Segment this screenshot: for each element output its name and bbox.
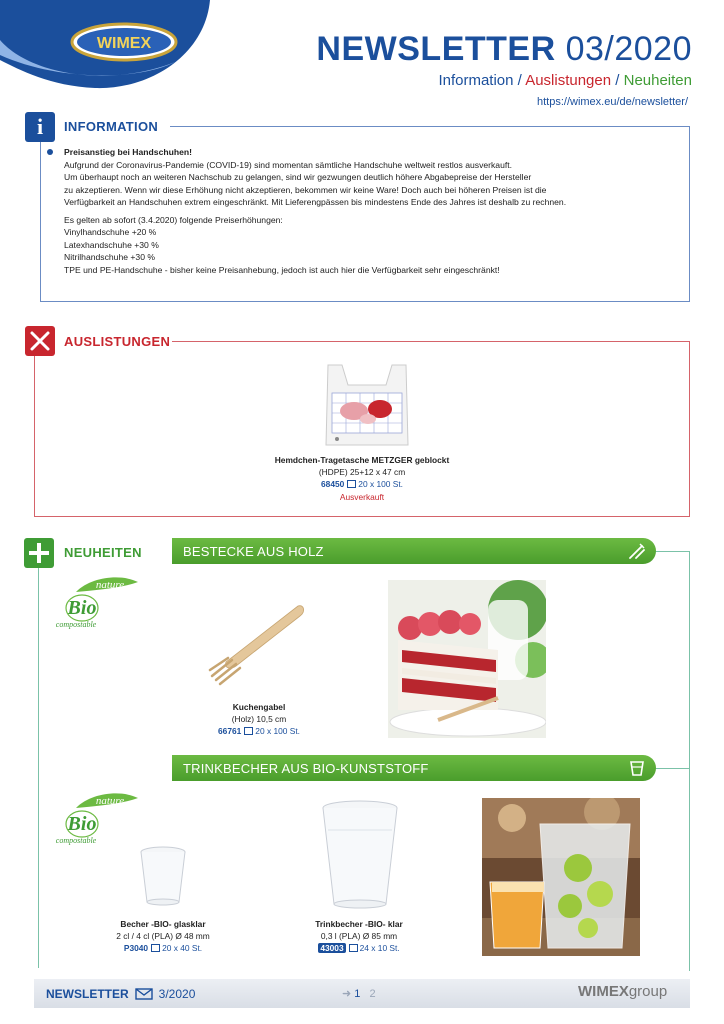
cutlery-icon <box>628 542 646 560</box>
close-icon <box>25 326 55 356</box>
info-line: Nitrilhandschuhe +30 % <box>64 252 156 262</box>
arrow-right-icon: ➜ <box>342 988 352 1000</box>
bullet-icon <box>47 149 53 155</box>
package-icon <box>349 944 358 952</box>
badge-compostable: compostable <box>55 620 97 629</box>
cup-icon <box>628 759 646 777</box>
product-desc: 0,3 l (PLA) Ø 85 mm <box>320 931 398 941</box>
package-icon <box>347 480 356 488</box>
trinkbecher-title: TRINKBECHER AUS BIO-KUNSTSTOFF <box>183 760 429 776</box>
bio-badge <box>52 574 142 630</box>
information-text <box>64 146 674 276</box>
bio-badge <box>52 790 142 846</box>
bestecke-title: BESTECKE AUS HOLZ <box>183 543 324 559</box>
badge-nature: nature <box>95 795 125 807</box>
footer-label: NEWSLETTER <box>46 986 129 1001</box>
neuheiten-connector <box>654 768 690 769</box>
neuheiten-right-line <box>689 551 690 971</box>
subtitle-information: Information <box>438 72 514 89</box>
information-title: INFORMATION <box>64 119 159 134</box>
product-code <box>184 726 334 736</box>
title-issue: 03/2020 <box>565 30 692 68</box>
product-name: Hemdchen-Tragetasche METZGER geblockt <box>274 455 450 465</box>
newsletter-url-link[interactable]: https://wimex.eu/de/newsletter/ <box>536 96 688 108</box>
badge-bio: Bio <box>67 597 97 619</box>
trinkbecher-bar <box>172 755 656 781</box>
product-code <box>88 943 238 953</box>
product-desc: (HDPE) 25+12 x 47 cm <box>318 467 406 477</box>
page-next[interactable]: 2 <box>369 988 376 1000</box>
fork-image <box>206 600 306 690</box>
pagination <box>342 987 376 1000</box>
product-name: Becher -BIO- glasklar <box>120 919 206 929</box>
brand-suffix: group <box>628 983 668 1000</box>
footer-issue: 3/2020 <box>158 986 196 1001</box>
subtitle-sep: / <box>513 72 526 89</box>
subtitle-sep: / <box>611 72 624 89</box>
newsletter-subtitle <box>438 72 692 89</box>
badge-compostable: compostable <box>55 836 97 845</box>
info-line: Verfügbarkeit an Handschuhen extrem eingeschränkt. Mit Lieferengpässen bis mindestens Ende des Jahres ist deshalb zu rechnen. <box>64 197 567 207</box>
package-icon <box>151 944 160 952</box>
neuheiten-left-line <box>38 568 39 968</box>
article-number: 43003 <box>320 943 344 953</box>
subtitle-auslistungen: Auslistungen <box>525 72 612 89</box>
pack-size: 20 x 100 St. <box>255 726 300 736</box>
info-line: Vinylhandschuhe +20 % <box>64 227 157 237</box>
info-line: Latexhandschuhe +30 % <box>64 239 159 250</box>
product-code <box>212 479 512 489</box>
info-line: zu akzeptieren. Wenn wir diese Erhöhung nicht akzeptieren, bekommen wir keine Ware! Doch auch bei höheren Preisen ist die <box>64 184 547 195</box>
status-badge: Ausverkauft <box>339 492 385 502</box>
logo-text: WIMEX <box>96 35 152 52</box>
info-headline: Preisanstieg bei Handschuhen! <box>64 147 192 157</box>
small-cup-image <box>138 846 188 906</box>
drinking-cup-image <box>320 800 400 910</box>
bestecke-bar <box>172 538 656 564</box>
info-line: Um überhaupt noch an weiteren Nachschub zu gelangen, sind wir gezwungen deutlich höhere Abgabepreise der Hersteller <box>64 172 532 182</box>
article-number: 66761 <box>218 726 242 736</box>
pack-size: 24 x 10 St. <box>359 943 400 953</box>
product-code <box>284 943 434 953</box>
title-word: NEWSLETTER <box>316 30 556 68</box>
badge-bio: Bio <box>67 813 97 835</box>
info-line: Aufgrund der Coronavirus-Pandemie (COVID-19) sind momentan sämtliche Handschuhe weltweit restlos ausverkauft. <box>64 159 513 170</box>
newsletter-title <box>316 30 692 69</box>
neuheiten-title: NEUHEITEN <box>64 545 142 560</box>
wimex-logo <box>0 0 210 92</box>
subtitle-neuheiten: Neuheiten <box>623 72 692 89</box>
product-desc: 2 cl / 4 cl (PLA) Ø 48 mm <box>116 931 210 941</box>
product-name: Kuchengabel <box>232 702 286 712</box>
pack-size: 20 x 100 St. <box>358 479 403 489</box>
footer-brand <box>578 983 724 1000</box>
product-desc: (Holz) 10,5 cm <box>231 714 287 724</box>
article-number: P3040 <box>123 943 149 953</box>
pack-size: 20 x 40 St. <box>162 943 203 953</box>
page-current[interactable]: 1 <box>354 988 361 1000</box>
article-number: 68450 <box>321 479 345 489</box>
cake-photo <box>388 580 546 738</box>
envelope-icon <box>135 988 153 1000</box>
plus-icon <box>24 538 54 568</box>
product-name: Trinkbecher -BIO- klar <box>315 919 403 929</box>
drinks-photo <box>482 798 640 956</box>
info-line: Es gelten ab sofort (3.4.2020) folgende Preiserhöhungen: <box>64 214 283 225</box>
auslistungen-title: AUSLISTUNGEN <box>64 334 171 349</box>
neuheiten-connector <box>654 551 690 552</box>
tote-bag-image <box>322 355 412 447</box>
info-line: TPE und PE-Handschuhe - bisher keine Preisanhebung, jedoch ist auch hier die Verfügbarkeit sehr eingeschränkt! <box>64 264 500 275</box>
badge-nature: nature <box>95 579 125 591</box>
brand-name: WIMEX <box>578 983 629 1000</box>
info-icon: i <box>25 112 55 142</box>
package-icon <box>244 727 253 735</box>
